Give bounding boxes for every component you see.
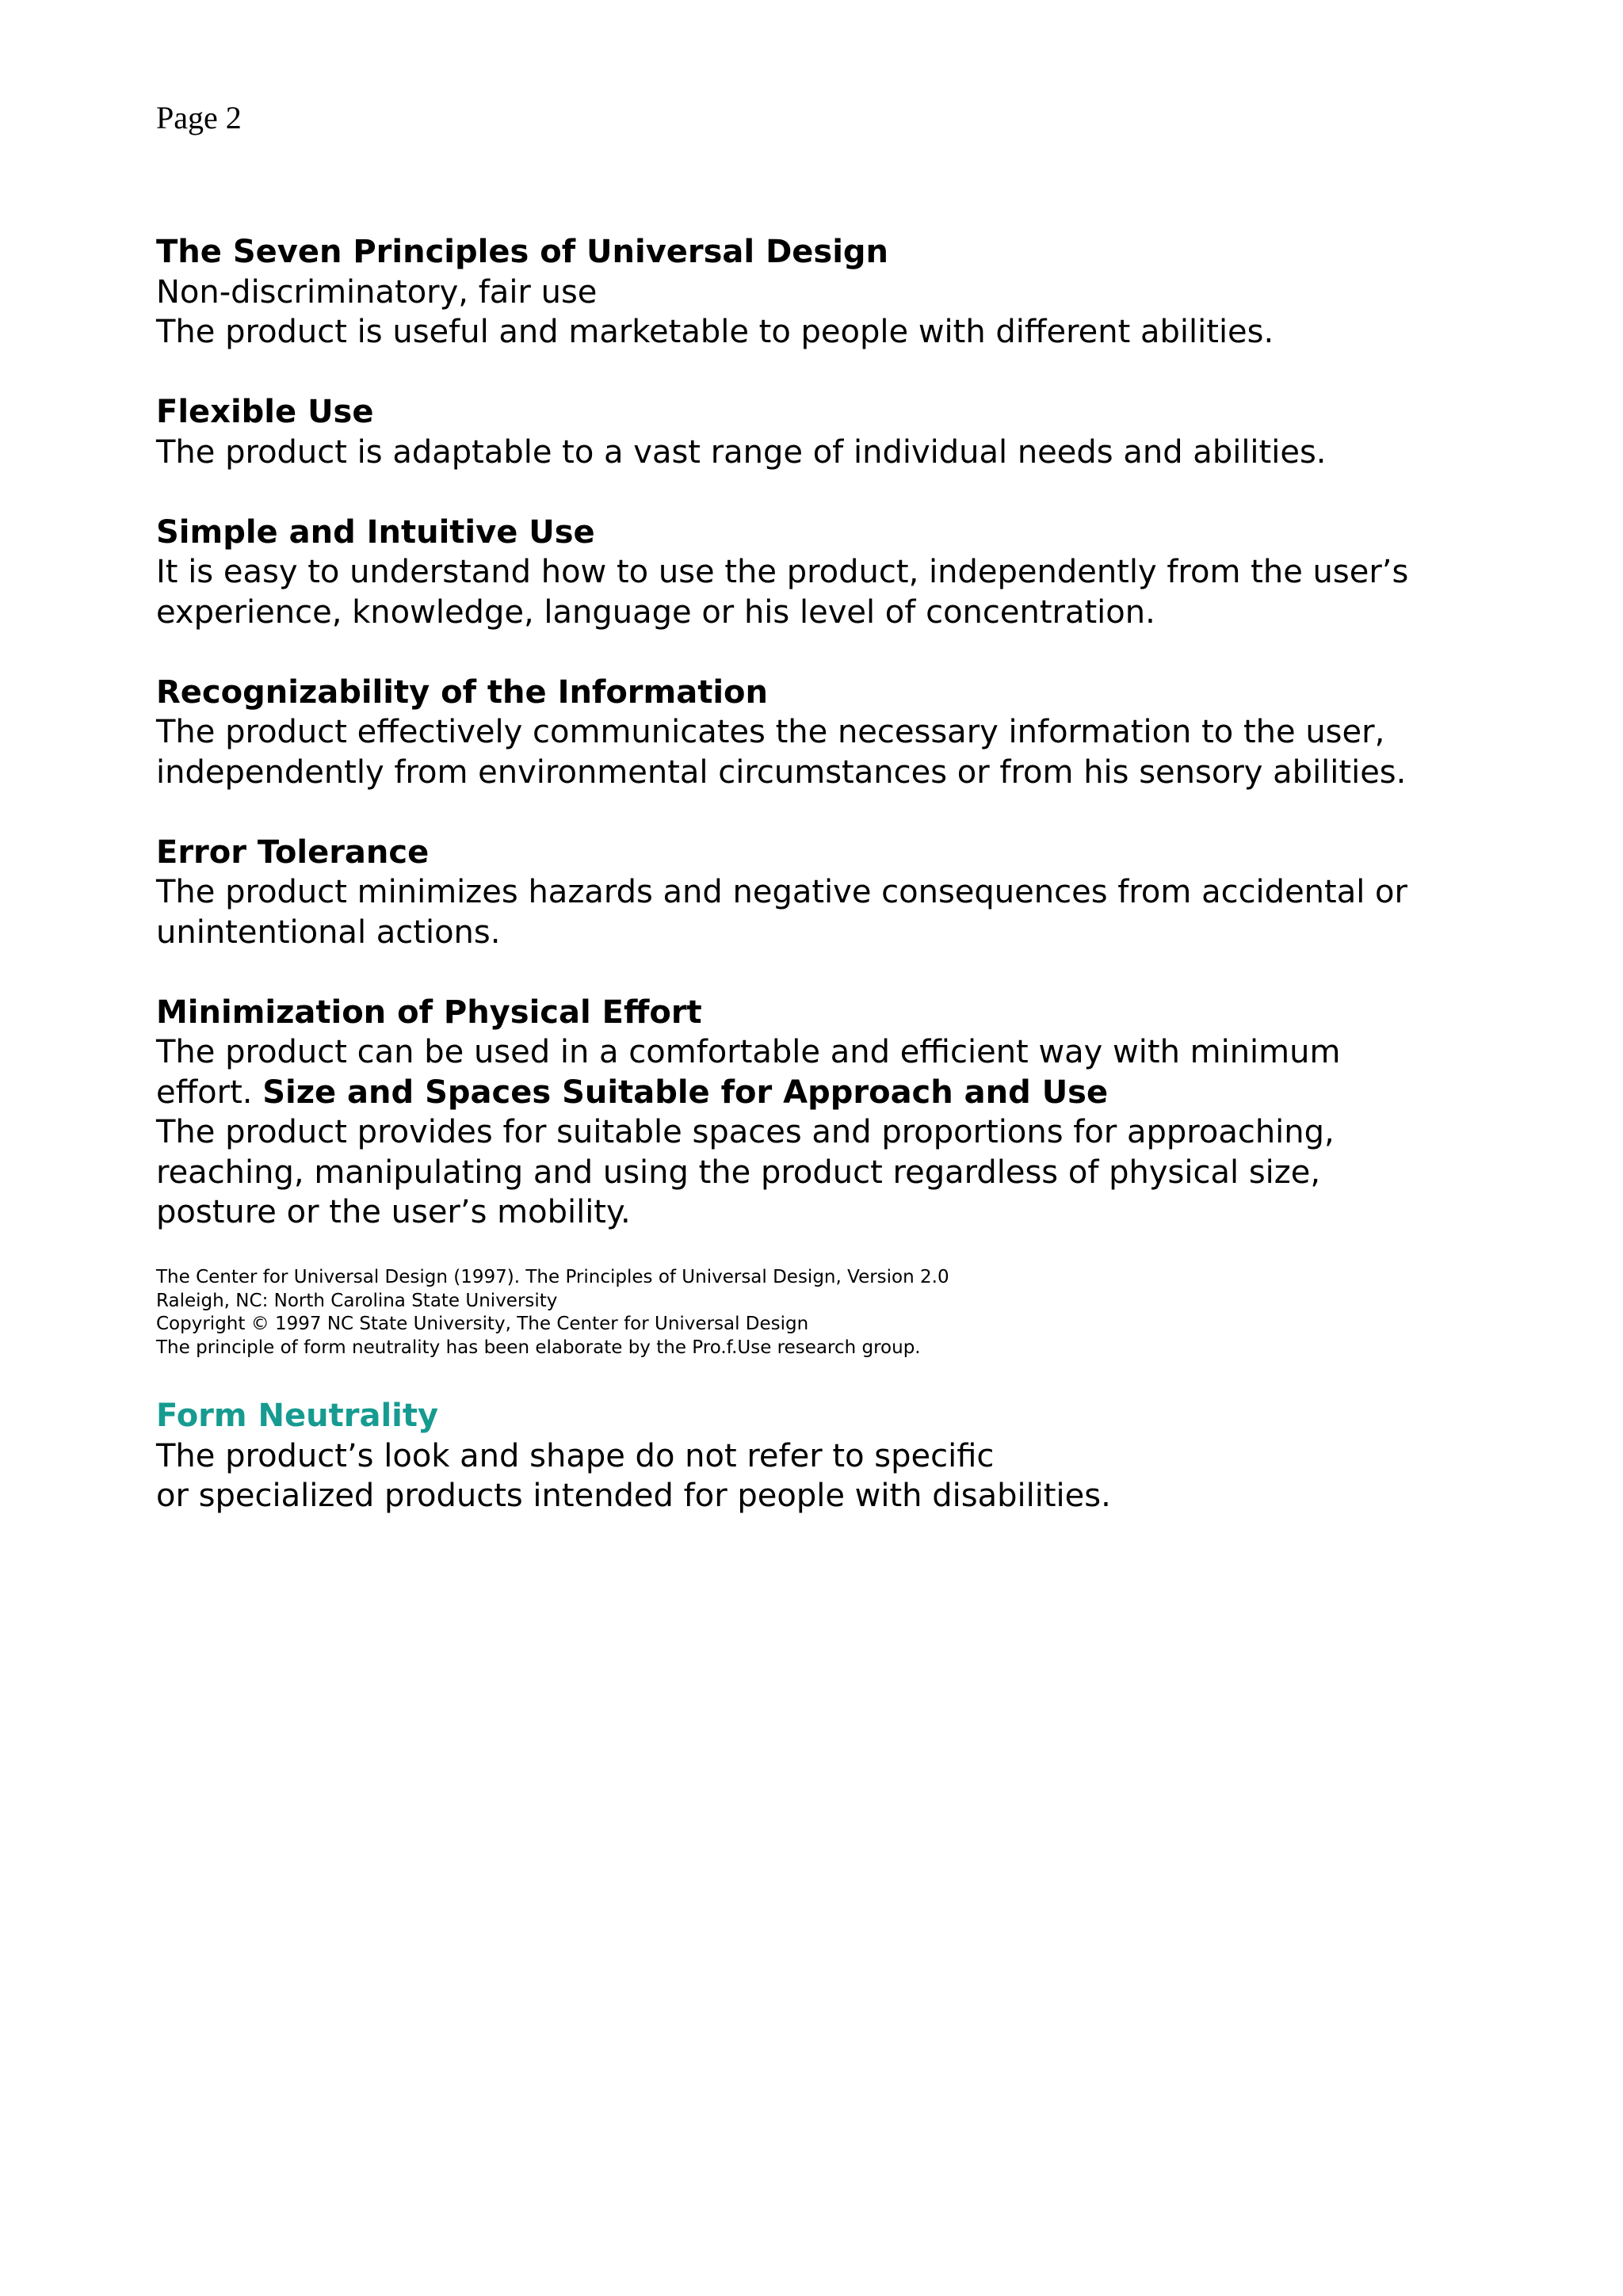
physical-effort-heading: Minimization of Physical Effort bbox=[156, 994, 702, 1031]
citation-block bbox=[156, 1266, 1487, 1360]
form-neutrality-heading: Form Neutrality bbox=[156, 1398, 439, 1434]
size-spaces-body-line: The product provides for suitable spaces and proportions for approaching, bbox=[156, 1114, 1335, 1150]
citation-line: Copyright © 1997 NC State University, The Center for Universal Design bbox=[156, 1314, 809, 1334]
recognizability-body-line: independently from environmental circumstances or from his sensory abilities. bbox=[156, 753, 1407, 791]
form-neutrality-body-line: or specialized products intended for people with disabilities. bbox=[156, 1478, 1111, 1514]
simple-intuitive-section bbox=[156, 513, 1487, 633]
simple-intuitive-body-line: experience, knowledge, language or his level of concentration. bbox=[156, 593, 1155, 631]
fair-use-heading: Non-discriminatory, fair use bbox=[156, 273, 598, 311]
flexible-use-section bbox=[156, 392, 1487, 472]
physical-effort-body-end: effort. bbox=[156, 1074, 253, 1111]
citation-line: The principle of form neutrality has been elaborate by the Pro.f.Use research group. bbox=[156, 1337, 921, 1358]
physical-effort-mixed-line bbox=[156, 1073, 1487, 1113]
physical-effort-section bbox=[156, 993, 1487, 1233]
recognizability-section bbox=[156, 673, 1487, 793]
recognizability-heading: Recognizability of the Information bbox=[156, 673, 768, 711]
form-neutrality-body-line: The product’s look and shape do not refer to specific bbox=[156, 1437, 995, 1474]
document-title: The Seven Principles of Universal Design bbox=[156, 234, 889, 270]
size-spaces-heading: Size and Spaces Suitable for Approach and Use bbox=[262, 1074, 1109, 1111]
fair-use-body: The product is useful and marketable to people with different abilities. bbox=[156, 314, 1274, 350]
simple-intuitive-body-line: It is easy to understand how to use the product, independently from the user’s bbox=[156, 554, 1409, 590]
citation-line: Raleigh, NC: North Carolina State University bbox=[156, 1290, 558, 1311]
document-body bbox=[156, 232, 1487, 1556]
simple-intuitive-heading: Simple and Intuitive Use bbox=[156, 513, 595, 551]
error-tolerance-section bbox=[156, 833, 1487, 953]
size-spaces-body-line: reaching, manipulating and using the product regardless of physical size, bbox=[156, 1154, 1321, 1191]
flexible-use-body: The product is adaptable to a vast range of individual needs and abilities. bbox=[156, 433, 1327, 471]
form-neutrality-section bbox=[156, 1396, 1487, 1516]
error-tolerance-body-line: unintentional actions. bbox=[156, 913, 501, 951]
recognizability-body-line: The product effectively communicates the necessary information to the user, bbox=[156, 714, 1385, 750]
error-tolerance-body-line: The product minimizes hazards and negative consequences from accidental or bbox=[156, 874, 1407, 910]
physical-effort-body-line: The product can be used in a comfortable and efficient way with minimum bbox=[156, 1034, 1341, 1070]
citation-line: The Center for Universal Design (1997). The Principles of Universal Design, Version 2.0 bbox=[156, 1267, 949, 1287]
size-spaces-body-line: posture or the user’s mobility. bbox=[156, 1194, 631, 1230]
principles-intro bbox=[156, 232, 1487, 353]
page-number: Page 2 bbox=[156, 100, 242, 135]
error-tolerance-heading: Error Tolerance bbox=[156, 833, 430, 871]
flexible-use-heading: Flexible Use bbox=[156, 394, 374, 430]
